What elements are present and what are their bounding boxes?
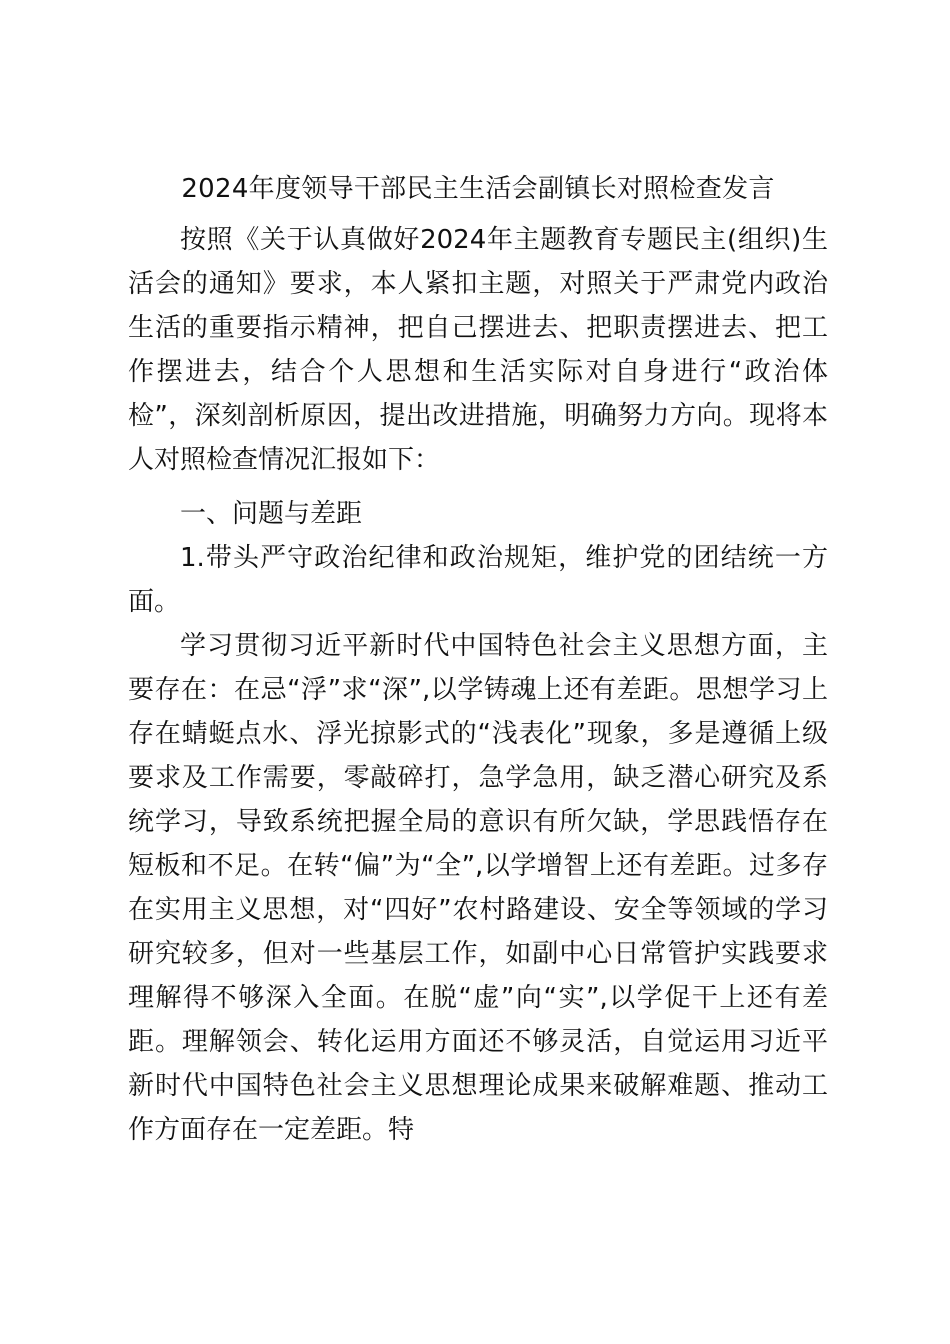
study-paragraph: 学习贯彻习近平新时代中国特色社会主义思想方面，主要存在：在忌“浮”求“深”,以学铸魂上还有差距。思想学习上存在蜻蜓点水、浮光掠影式的“浅表化”现象，多是遵循上级要求及工作需要，零敲碎打，急学急用，缺乏潜心研究及系统学习，导致系统把握全局的意识有所欠缺，学思践悟存在短板和不足。在转“偏”为“全”,以学增智上还有差距。过多存在实用主义思想，对“四好”农村路建设、安全等领域的学习研究较多，但对一些基层工作，如副中心日常管护实践要求理解得不够深入全面。在脱“虚”向“实”,以学促干上还有差距。理解领会、转化运用方面还不够灵活，自觉运用习近平新时代中国特色社会主义思想理论成果来破解难题、推动工作方面存在一定差距。特 [128,631,828,1145]
section-heading: 一、问题与差距 [180,499,363,529]
item-heading: 1.带头严守政治纪律和政治规矩，维护党的团结统一方面。 [128,543,828,617]
document-title: 2024年度领导干部民主生活会副镇长对照检查发言 [181,174,775,204]
intro-paragraph: 按照《关于认真做好2024年主题教育专题民主(组织)生活会的通知》要求，本人紧扣主题，对照关于严肃党内政治生活的重要指示精神，把自己摆进去、把职责摆进去、把工作摆进去，结合个人思想和生活实际对自身进行“政治体检”，深刻剖析原因，提出改进措施，明确努力方向。现将本人对照检查情况汇报如下： [128,225,828,475]
